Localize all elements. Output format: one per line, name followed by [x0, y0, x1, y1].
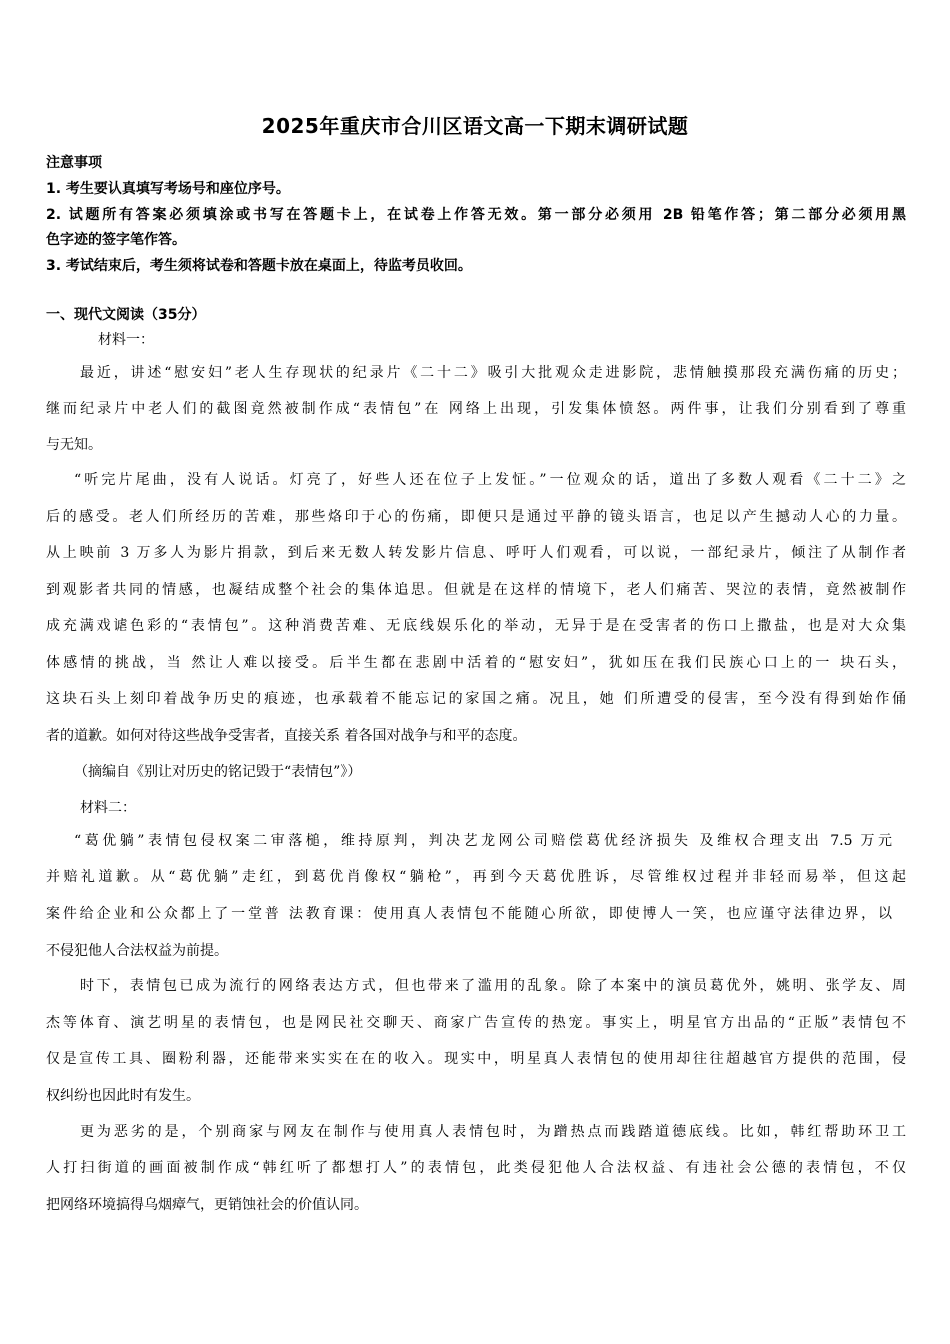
paragraph-line: 案件给企业和公众都上了一堂普 法教育课：使用真人表情包不能随心所欲，即使博人一笑，也应谨守法律边界，以: [46, 906, 892, 922]
material-1-label: 材料一：: [98, 332, 154, 348]
paragraph-line: “听完片尾曲，没有人说话。灯亮了，好些人还在位子上发怔。”一位观众的话，道出了多数人观看《二十二》之: [74, 472, 906, 488]
paragraph-line: 人打扫街道的画面被制作成“韩红听了都想打人”的表情包，此类侵犯他人合法权益、有违社会公德的表情包，不仅: [46, 1160, 906, 1176]
paragraph-line: 到观影者共同的情感，也凝结成整个社会的集体追思。但就是在这样的情境下，老人们痛苦、哭泣的表情，竟然被制作: [46, 582, 906, 598]
paragraph-line: 者的道歉。如何对待这些战争受害者，直接关系 着各国对战争与和平的态度。: [46, 728, 527, 744]
paragraph-line: 权纠纷也因此时有发生。: [46, 1088, 200, 1104]
paragraph-line: 这块石头上刻印着战争历史的痕迹，也承载着不能忘记的家国之痛。况且，她 们所遭受的侵害，至今没有得到始作俑: [46, 691, 906, 707]
paragraph-line: 杰等体育、演艺明星的表情包，也是网民社交聊天、商家广告宣传的热宠。事实上，明星官方出品的“正版”表情包不: [46, 1015, 906, 1031]
notice-item-2: 2. 试题所有答案必须填涂或书写在答题卡上，在试卷上作答无效。第一部分必须用 2B 铅笔作答；第二部分必须用黑: [46, 207, 906, 223]
paragraph-line: 不侵犯他人合法权益为前提。: [46, 943, 228, 959]
material-2-label: 材料二：: [80, 800, 136, 816]
paragraph-line: 从上映前 3 万多人为影片捐款，到后来无数人转发影片信息、呼吁人们观看，可以说，一部纪录片，倾注了从制作者: [46, 545, 906, 561]
notice-heading: 注意事项: [46, 155, 102, 171]
paragraph-line: 与无知。: [46, 437, 102, 453]
section-heading-modern-reading: 一、现代文阅读（35分）: [46, 307, 206, 323]
paragraph-line: 最近，讲述“慰安妇”老人生存现状的纪录片《二十二》吸引大批观众走进影院，悲情触摸那段充满伤痛的历史；: [80, 365, 906, 381]
paragraph-line: “葛优躺”表情包侵权案二审落槌，维持原判，判决艺龙网公司赔偿葛优经济损失 及维权合理支出 7.5 万元: [74, 833, 892, 849]
paragraph-line: 更为恶劣的是，个别商家与网友在制作与使用真人表情包时，为蹭热点而践踏道德底线。比如，韩红帮助环卫工: [80, 1124, 906, 1140]
material-1-source: （摘编自《别让对历史的铭记毁于“表情包”》）: [74, 764, 362, 780]
paragraph-line: 成充满戏谑色彩的“表情包”。这种消费苦难、无底线娱乐化的举动，无异于是在受害者的伤口上撒盐，也是对大众集: [46, 618, 906, 634]
notice-item-2-cont: 色字迹的签字笔作答。: [46, 232, 186, 248]
notice-item-3: 3. 考试结束后，考生须将试卷和答题卡放在桌面上，待监考员收回。: [46, 258, 472, 274]
paragraph-line: 时下，表情包已成为流行的网络表达方式，但也带来了滥用的乱象。除了本案中的演员葛优外，姚明、张学友、周: [80, 978, 906, 994]
paragraph-line: 继而纪录片中老人们的截图竟然被制作成“表情包”在 网络上出现，引发集体愤怒。两件事，让我们分别看到了尊重: [46, 401, 906, 417]
paragraph-line: 并赔礼道歉。从“葛优躺”走红，到葛优肖像权“躺枪”，再到今天葛优胜诉，尽管维权过程并非轻而易举，但这起: [46, 869, 906, 885]
paragraph-line: 体感情的挑战，当 然让人难以接受。后半生都在悲剧中活着的“慰安妇”，犹如压在我们民族心口上的一 块石头，: [46, 655, 906, 671]
notice-item-1: 1. 考生要认真填写考场号和座位序号。: [46, 181, 290, 197]
paragraph-line: 后的感受。老人们所经历的苦难，那些烙印于心的伤痛，即便只是通过平静的镜头语言，也足以产生撼动人心的力量。: [46, 509, 906, 525]
paragraph-line: 仅是宣传工具、圈粉利器，还能带来实实在在的收入。现实中，明星真人表情包的使用却往往超越官方提供的范围，侵: [46, 1051, 906, 1067]
exam-title: 2025年重庆市合川区语文高一下期末调研试题: [261, 114, 689, 138]
paragraph-line: 把网络环境搞得乌烟瘴气，更销蚀社会的价值认同。: [46, 1197, 368, 1213]
